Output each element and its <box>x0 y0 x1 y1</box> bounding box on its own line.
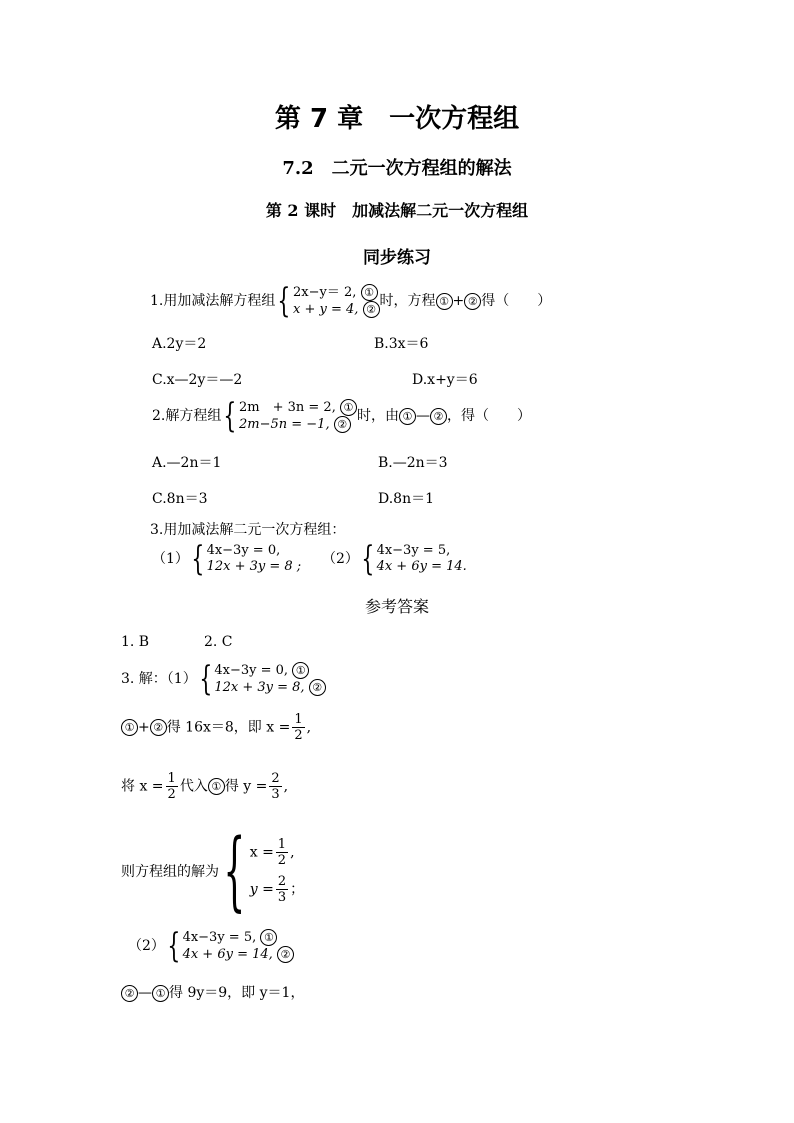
question-2 <box>152 396 531 436</box>
lesson-title: 第 2 课时 加减法解二元一次方程组 <box>265 201 529 220</box>
exercise-title: 同步练习 <box>363 248 431 268</box>
fraction <box>269 771 281 802</box>
q1-option-b: B.3x＝6 <box>374 336 429 352</box>
circle-1: ① <box>260 929 277 946</box>
q1-option-c: C.x—2y＝—2 <box>152 372 243 388</box>
denominator: 2 <box>294 728 303 743</box>
circle-1: ① <box>340 399 357 416</box>
circle-2: ② <box>464 293 481 310</box>
q2-system: { 2m + 3n = 2, ① 2m−5n = −1, ② <box>221 399 357 433</box>
fraction <box>292 712 304 743</box>
x-label: x = <box>249 844 274 861</box>
circle-1: ① <box>152 985 169 1002</box>
solution-line-3 <box>121 821 305 921</box>
q3-p2-eq2: 4x + 6y = 14. <box>376 559 467 574</box>
circle-1: ① <box>121 719 138 736</box>
line3-prefix: 则方程组的解为 <box>121 864 219 880</box>
denominator: 2 <box>277 853 287 868</box>
circle-2: ② <box>363 301 380 318</box>
question-3: 3.用加减法解二元一次方程组： <box>150 522 346 538</box>
q3-part2 <box>322 539 467 579</box>
a3-s2-eq2: 4x + 6y = 14, <box>182 947 273 962</box>
circle-1: ① <box>436 293 453 310</box>
circle-1: ① <box>399 408 416 425</box>
q1-option-a: A.2y＝2 <box>152 336 207 352</box>
denominator: 2 <box>167 787 176 802</box>
a3-s1-eq2: 12x + 3y = 8, <box>214 680 305 695</box>
circle-1: ① <box>292 662 309 679</box>
q3-part1 <box>152 539 302 579</box>
numerator: 1 <box>294 712 303 727</box>
a3-system-1: { 4x−3y = 0, ① 12x + 3y = 8, ② <box>197 662 326 696</box>
q3-p2-system: { 4x−3y = 5, 4x + 6y = 14. <box>361 539 467 579</box>
a3-s1-eq1: 4x−3y = 0, <box>214 663 289 678</box>
circle-2: ② <box>430 408 447 425</box>
q3-p1-system: { 4x−3y = 0, 12x + 3y = 8 ; <box>191 539 302 579</box>
q2-eq2: 2m−5n = −1, <box>239 417 330 432</box>
circle-2: ② <box>150 719 167 736</box>
q3-p2-label: （2） <box>322 551 359 567</box>
question-1 <box>150 281 552 321</box>
q1-prefix: 1.用加减法解方程组 <box>150 293 276 309</box>
circle-1: ① <box>208 778 225 795</box>
numerator: 1 <box>167 771 176 786</box>
a3-system-2: { 4x−3y = 5, ① 4x + 6y = 14, ② <box>165 929 294 963</box>
denominator: 3 <box>271 787 280 802</box>
circle-1: ① <box>361 284 378 301</box>
solution-set: 则方程组的解为 { x = $\frac{1}{2}$ , y = $\frac{2}{3}$ ； <box>121 821 305 921</box>
solution-line-2 <box>121 771 288 802</box>
line4-text: 得 9y＝9，即 y＝1， <box>169 985 305 1001</box>
q3-p1-label: （1） <box>152 551 189 567</box>
semicolon: ； <box>290 881 305 898</box>
numerator: 2 <box>271 771 280 786</box>
denominator: 3 <box>277 890 287 905</box>
circle-2: ② <box>334 416 351 433</box>
a3-p2-label: （2） <box>128 938 165 954</box>
a3-s2-eq1: 4x−3y = 5, <box>182 930 257 945</box>
answers-title: 参考答案 <box>364 597 429 616</box>
q2-option-d: D.8n＝1 <box>378 491 435 507</box>
line2-prefix: 将 x = <box>121 778 164 795</box>
q3-p2-eq1: 4x−3y = 5, <box>376 543 451 558</box>
q1-eq1: 2x−y＝ 2, <box>293 285 357 300</box>
q3-p1-eq1: 4x−3y = 0, <box>206 543 281 558</box>
q2-option-c: C.8n＝3 <box>152 491 208 507</box>
answer-3-part2 <box>128 926 294 966</box>
q2-option-a: A.—2n＝1 <box>152 455 222 471</box>
fraction <box>276 837 288 868</box>
line2-mid: 代入 <box>179 778 208 795</box>
a3-prefix: 3. 解：（1） <box>121 671 197 687</box>
plus-sign: + <box>452 293 465 309</box>
q1-mid: 时，方程 <box>379 293 436 309</box>
section-title: 7.2 二元一次方程组的解法 <box>282 158 512 179</box>
circle-2: ② <box>277 946 294 963</box>
fraction <box>276 874 288 905</box>
q1-suffix: 得（ ） <box>481 293 552 309</box>
plus-sign: + <box>138 719 150 736</box>
q2-mid: 时，由 <box>356 408 399 424</box>
q2-suffix: ，得（ ） <box>446 408 531 424</box>
numerator: 1 <box>277 837 287 852</box>
solution-line-4 <box>121 982 304 1002</box>
comma: , <box>290 844 295 861</box>
q3-p1-eq2: 12x + 3y = 8 ; <box>206 559 302 574</box>
q2-eq1: 2m + 3n = 2, <box>239 400 336 415</box>
minus-sign: — <box>415 408 430 424</box>
y-label: y = <box>249 881 274 898</box>
q1-option-d: D.x+y＝6 <box>412 372 478 388</box>
chapter-title: 第 7 章 一次方程组 <box>274 104 520 134</box>
circle-2: ② <box>309 679 326 696</box>
solution-line-1 <box>121 712 311 743</box>
comma: , <box>306 719 312 736</box>
answer-2: 2. C <box>204 634 233 650</box>
numerator: 2 <box>277 874 287 889</box>
answer-3-part1 <box>121 659 326 699</box>
line2-mid2: 得 y = <box>224 778 268 795</box>
circle-2: ② <box>121 985 138 1002</box>
minus-sign: — <box>138 985 152 1001</box>
answer-1: 1. B <box>121 634 150 650</box>
comma: , <box>283 778 289 795</box>
q2-prefix: 2.解方程组 <box>152 408 222 424</box>
q1-system: { 2x−y＝ 2, ① x + y = 4, ② <box>275 284 379 318</box>
fraction <box>166 771 178 802</box>
q2-option-b: B.—2n＝3 <box>378 455 448 471</box>
line1-text: 得 16x＝8，即 x = <box>166 719 291 736</box>
q1-eq2: x + y = 4, <box>293 302 359 317</box>
